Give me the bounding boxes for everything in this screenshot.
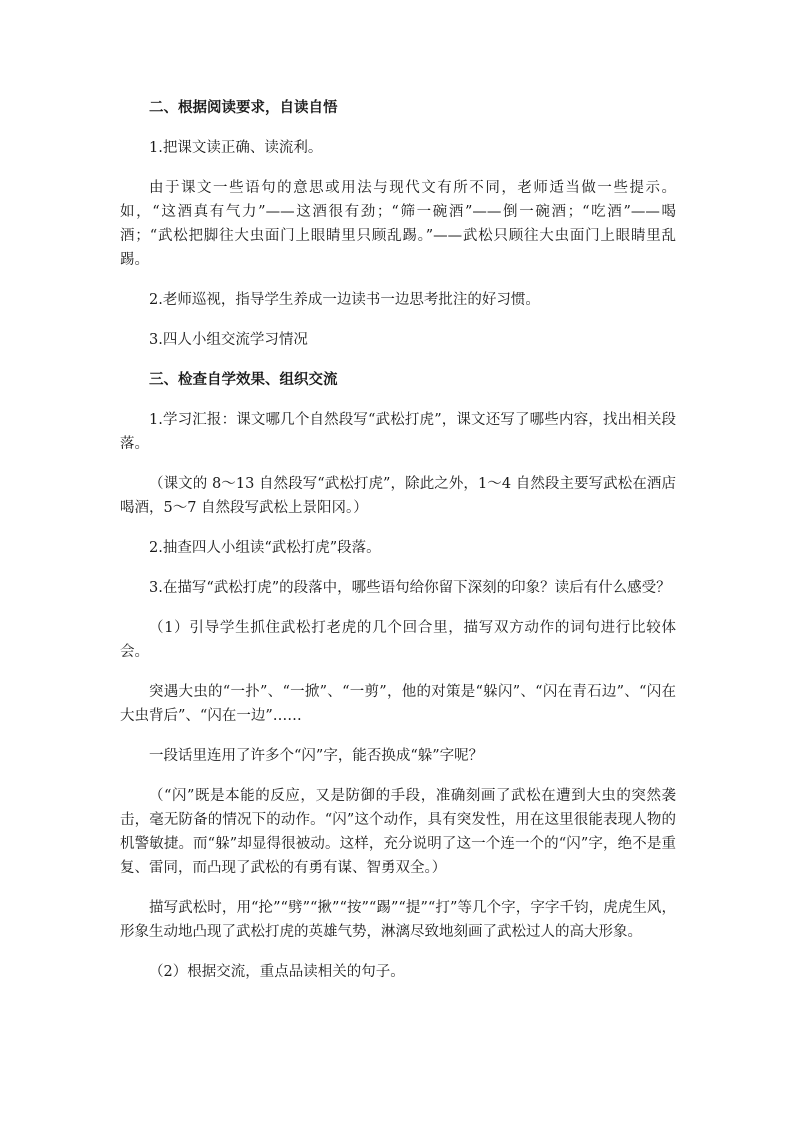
paragraph: 1.把课文读正确、读流利。 (149, 140, 323, 156)
paragraph: 描写武松时，用“抡”“劈”“揪”“按”“踢”“提”“打”等几个字，字字千钧，虎虎生风，形象生动地凸现了武松打虎的英雄气势，淋漓尽致地刻画了武松过人的高大形象。 (120, 900, 676, 940)
paragraph: 3.在描写“武松打虎”的段落中，哪些语句给你留下深刻的印象？读后有什么感受？ (149, 580, 671, 596)
paragraph: 1.学习汇报：课文哪几个自然段写“武松打虎”，课文还写了哪些内容，找出相关段落。 (120, 412, 676, 452)
paragraph: 由于课文一些语句的意思或用法与现代文有所不同，老师适当做一些提示。如，“这酒真有气力”——这酒很有劲；“筛一碗酒”——倒一碗酒；“吃酒”——喝酒；“武松把脚往大虫面门上眼睛里只顾乱踢。”——武松只顾往大虫面门上眼睛里乱踢。 (120, 180, 676, 268)
paragraph: 突遇大虫的“一扑”、“一掀”、“一剪”，他的对策是“躲闪”、“闪在青石边”、“闪在大虫背后”、“闪在一边”…… (120, 684, 676, 724)
paragraph: （“闪”既是本能的反应，又是防御的手段，准确刻画了武松在遭到大虫的突然袭击，毫无防备的情况下的动作。“闪”这个动作，具有突发性，用在这里很能表现人物的机警敏捷。而“躲”却显得很被动。这样，充分说明了这一个连一个的“闪”字，绝不是重复、雷同，而凸现了武松的有勇有谋、智勇双全。） (120, 788, 676, 876)
paragraph: 3.四人小组交流学习情况 (149, 332, 308, 348)
document-body (120, 96, 676, 1000)
paragraph: （1）引导学生抓住武松打老虎的几个回合里，描写双方动作的词句进行比较体会。 (120, 620, 676, 660)
paragraph: 2.老师巡视，指导学生养成一边读书一边思考批注的好习惯。 (149, 292, 540, 308)
paragraph: （课文的 8～13 自然段写“武松打虎”，除此之外，1～4 自然段主要写武松在酒店喝酒，5～7 自然段写武松上景阳冈。） (120, 476, 676, 516)
paragraph: （2）根据交流，重点品读相关的句子。 (149, 964, 405, 980)
section-heading: 二、根据阅读要求，自读自悟 (149, 100, 338, 116)
paragraph: 2.抽查四人小组读“武松打虎”段落。 (149, 540, 381, 556)
section-heading: 三、检查自学效果、组织交流 (149, 372, 338, 388)
paragraph: 一段话里连用了许多个“闪”字，能否换成“躲”字呢？ (149, 748, 484, 764)
